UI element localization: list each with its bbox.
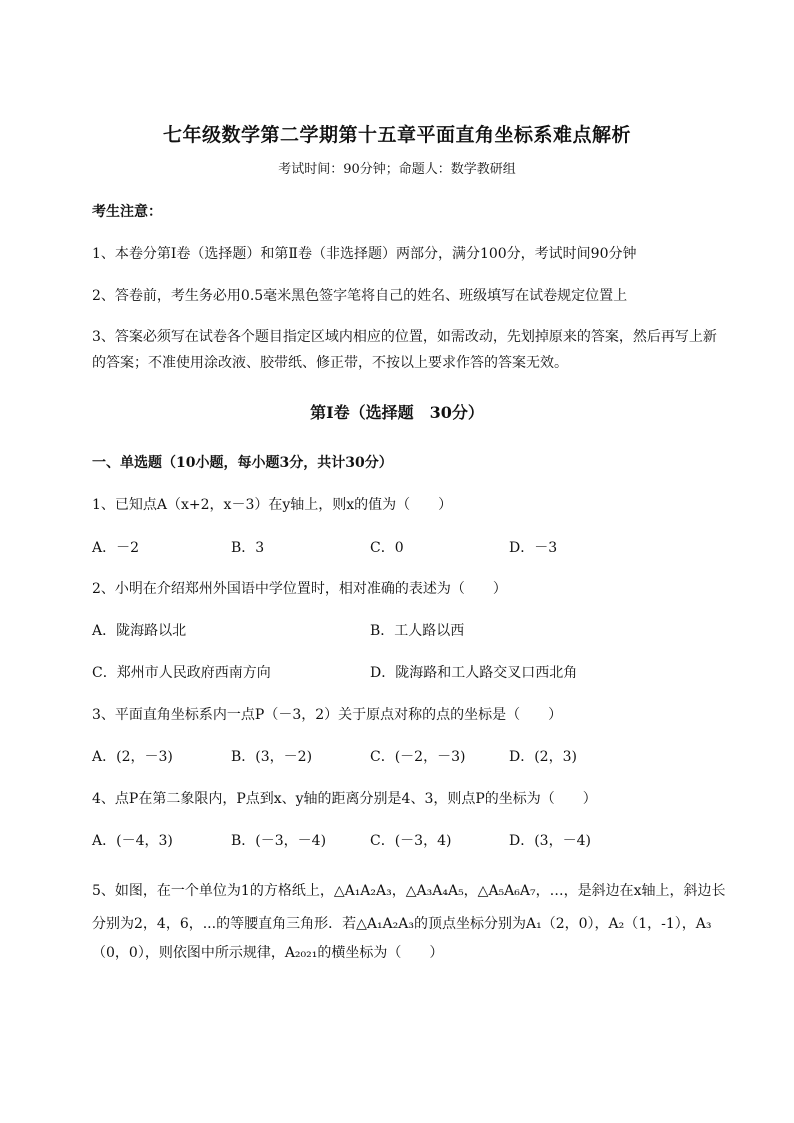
option-d: D．－3 bbox=[509, 540, 558, 556]
option-b: B．(－3，－4) bbox=[231, 833, 327, 849]
question-stem: 2、小明在介绍郑州外国语中学位置时，相对准确的表述为（ ） bbox=[92, 581, 507, 597]
option-c: C．0 bbox=[370, 540, 404, 556]
option-c: C．(－2，－3) bbox=[370, 749, 466, 765]
section-title: 第I卷（选择题 30分） bbox=[310, 403, 484, 422]
notice-heading: 考生注意： bbox=[92, 204, 162, 220]
question-stem: 4、点P在第二象限内，P点到x、y轴的距离分别是4、3，则点P的坐标为（ ） bbox=[92, 791, 597, 807]
option-b: B．工人路以西 bbox=[370, 623, 465, 639]
question-stem: 3、平面直角坐标系内一点P（－3，2）关于原点对称的点的坐标是（ ） bbox=[92, 707, 563, 723]
option-a: A．(2，－3) bbox=[92, 749, 173, 765]
option-d: D．(2，3) bbox=[509, 749, 577, 765]
option-d: D．(3，－4) bbox=[509, 833, 591, 849]
page-title: 七年级数学第二学期第十五章平面直角坐标系难点解析 bbox=[162, 124, 631, 146]
option-a: A．陇海路以北 bbox=[92, 623, 187, 639]
question-stem: 1、已知点A（x+2，x－3）在y轴上，则x的值为（ ） bbox=[92, 497, 453, 513]
exam-info: 考试时间：90分钟；命题人：数学教研组 bbox=[278, 162, 516, 177]
question-stem-line: （0，0），则依图中所示规律，A₂₀₂₁的横坐标为（ ） bbox=[92, 945, 444, 961]
option-c: C．(－3，4) bbox=[370, 833, 452, 849]
notice-item: 3、答案必须写在试卷各个题目指定区域内相应的位置，如需改动，先划掉原来的答案，然后再写上新 bbox=[92, 329, 717, 345]
option-c: C．郑州市人民政府西南方向 bbox=[92, 665, 271, 681]
option-d: D．陇海路和工人路交叉口西北角 bbox=[370, 665, 578, 681]
option-b: B．3 bbox=[231, 540, 265, 556]
option-b: B．(3，－2) bbox=[231, 749, 313, 765]
part-heading: 一、单选题（10小题，每小题3分，共计30分） bbox=[92, 455, 393, 471]
notice-item: 1、本卷分第I卷（选择题）和第Ⅱ卷（非选择题）两部分，满分100分，考试时间90分钟 bbox=[92, 246, 637, 262]
option-a: A．(－4，3) bbox=[92, 833, 173, 849]
question-stem-line: 分别为2，4，6，...的等腰直角三角形．若△A₁A₂A₃的顶点坐标分别为A₁（2，0），A₂（1，-1），A₃ bbox=[92, 916, 712, 932]
notice-item: 2、答卷前，考生务必用0.5毫米黑色签字笔将自己的姓名、班级填写在试卷规定位置上 bbox=[92, 288, 628, 304]
option-a: A．－2 bbox=[92, 540, 140, 556]
notice-item: 的答案；不准使用涂改液、胶带纸、修正带，不按以上要求作答的答案无效。 bbox=[92, 355, 568, 371]
question-stem-line: 5、如图，在一个单位为1的方格纸上，△A₁A₂A₃，△A₃A₄A₅，△A₅A₆A₇，…，是斜边在x轴上，斜边长 bbox=[92, 883, 726, 899]
